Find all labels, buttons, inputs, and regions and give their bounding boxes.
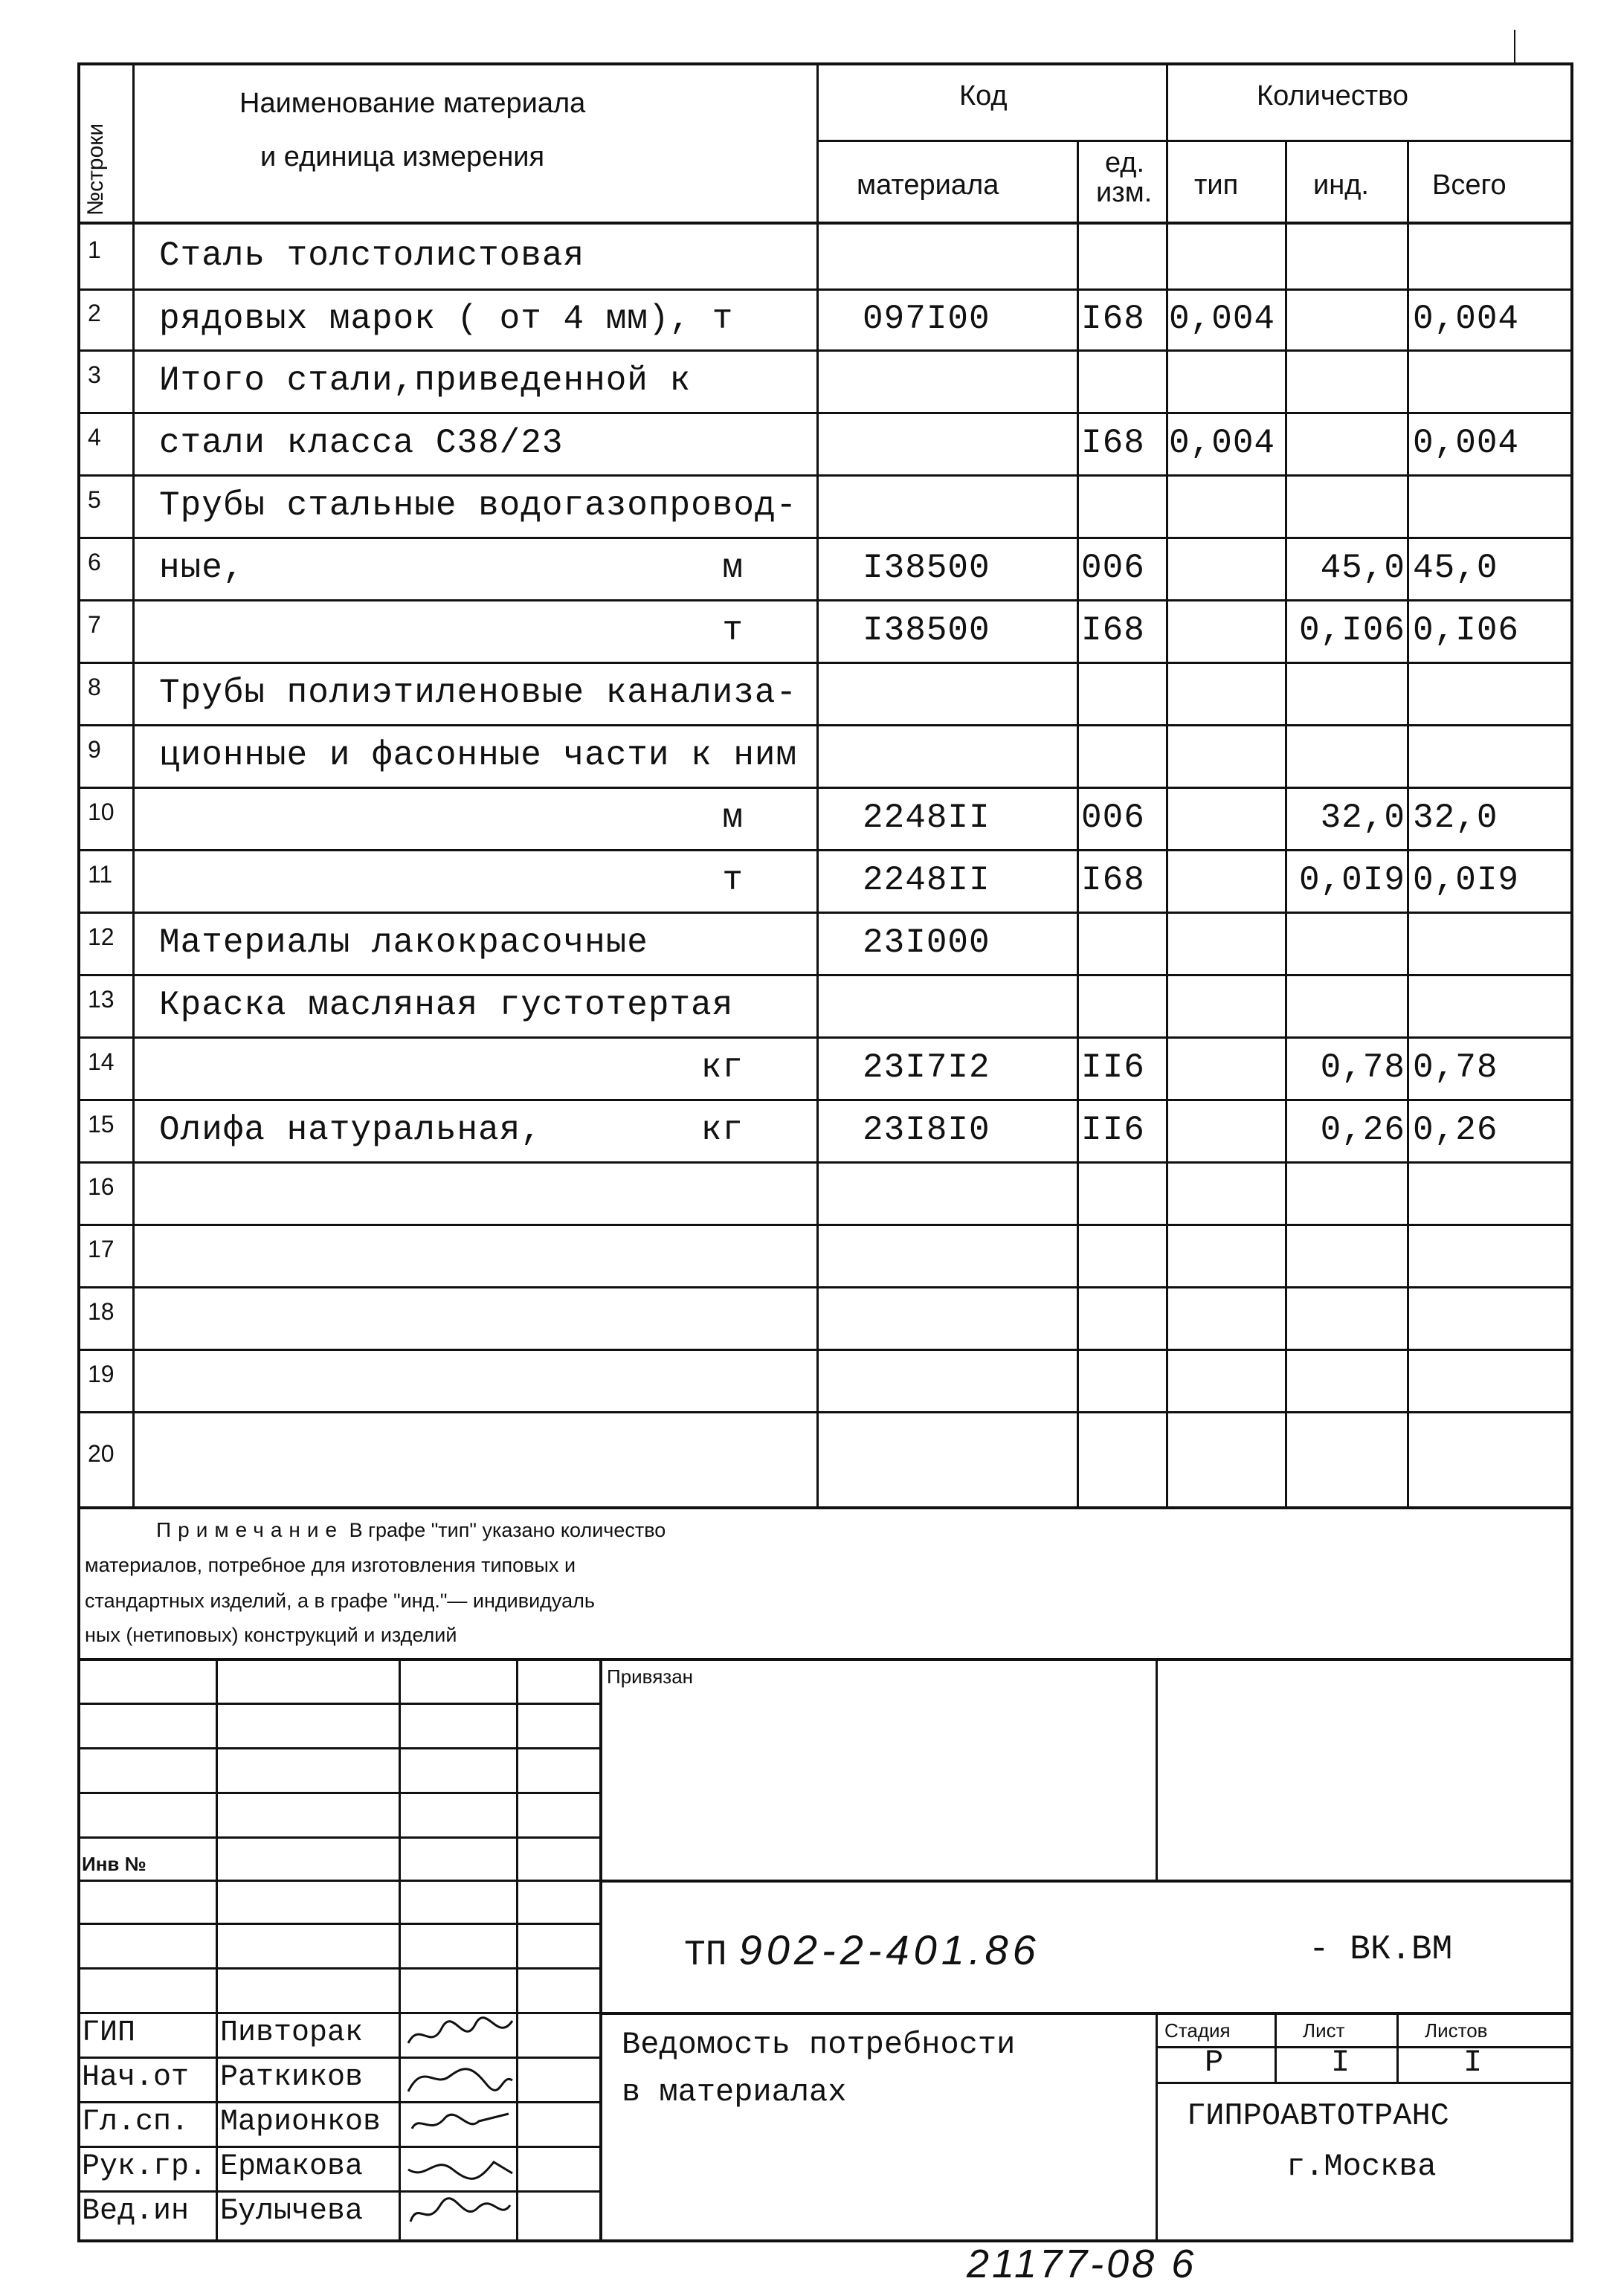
table-row [0, 1099, 1624, 1161]
material-code: I38500 [863, 611, 990, 650]
inventory-number-label: Инв № [82, 1853, 146, 1875]
row-number: 4 [88, 424, 101, 451]
unit-code: 006 [1081, 799, 1145, 837]
qty-total: 45,0 [1413, 549, 1498, 587]
ind-header: инд. [1313, 170, 1369, 201]
table-row [0, 912, 1624, 974]
material-code-header: материала [857, 170, 999, 201]
person-name: Раткиков [220, 2061, 364, 2094]
qty-total: 0,004 [1413, 424, 1520, 462]
row-number: 7 [88, 611, 101, 638]
unit-of-measure: кг [700, 1111, 744, 1149]
row-number: 13 [88, 986, 115, 1013]
table-row [0, 787, 1624, 849]
qty-total: 0,26 [1413, 1111, 1498, 1149]
qty-individual: 0,I06 [1298, 611, 1405, 650]
typ-header: тип [1194, 170, 1239, 201]
table-row [0, 1036, 1624, 1099]
row-number: 11 [88, 861, 113, 888]
row-number: 10 [88, 799, 115, 825]
material-name: Краска масляная густотертая [159, 986, 734, 1025]
note-line1 [156, 1518, 666, 1542]
signature-icon [405, 2103, 516, 2144]
table-row [0, 223, 1624, 288]
person-role: Гл.сп. [82, 2106, 190, 2139]
qty-typical: 0,004 [1169, 424, 1276, 462]
unit-code: I68 [1081, 300, 1145, 338]
qty-individual: 0,0I9 [1298, 861, 1405, 900]
table-row [0, 724, 1624, 787]
table-row [0, 599, 1624, 662]
unit-of-measure: кг [700, 1048, 744, 1087]
table-row [0, 1224, 1624, 1286]
signature-icon [405, 2058, 516, 2100]
table-row [0, 1411, 1624, 1508]
quantity-header: Количество [1257, 80, 1409, 112]
table-row [0, 412, 1624, 474]
table-row [0, 474, 1624, 537]
unit-of-measure: т [722, 611, 744, 650]
organization-city: г.Москва [1286, 2149, 1437, 2184]
total-header: Всего [1432, 170, 1507, 201]
row-number-header: №строки [83, 123, 108, 216]
person-name: Пивторак [220, 2016, 364, 2050]
table-row [0, 537, 1624, 599]
material-name: стали класса С38/23 [159, 424, 564, 462]
unit-code: II6 [1081, 1111, 1145, 1149]
material-code: 2248II [863, 799, 990, 837]
material-name: рядовых марок ( от 4 мм), т [159, 300, 734, 338]
person-role: Вед.ин [82, 2195, 190, 2228]
footer-archive-number: 21177-08 6 [967, 2242, 1197, 2286]
row-number: 6 [88, 549, 101, 575]
sheets-count-label: Листов [1425, 2019, 1488, 2042]
qty-total: 0,I06 [1413, 611, 1520, 650]
unit-header-line1: ед. [1105, 147, 1145, 178]
name-header-line2: и единица измерения [260, 141, 545, 172]
document-title-line2: в материалах [622, 2074, 847, 2110]
signature-icon [405, 2013, 516, 2055]
row-number: 5 [88, 486, 101, 513]
row-number: 19 [88, 1361, 115, 1387]
row-number: 14 [88, 1048, 115, 1075]
table-row [0, 1349, 1624, 1411]
row-number: 17 [88, 1236, 115, 1262]
unit-code: I68 [1081, 861, 1145, 900]
row-number: 20 [88, 1440, 115, 1467]
unit-of-measure: т [722, 861, 744, 900]
signature-icon [405, 2192, 516, 2233]
qty-individual: 45,0 [1320, 549, 1405, 587]
row-number: 12 [88, 923, 115, 950]
material-name: Итого стали,приведенной к [159, 361, 692, 400]
note-line4: ных (нетиповых) конструкций и изделий [85, 1624, 457, 1646]
row-number: 15 [88, 1111, 115, 1138]
qty-individual: 0,26 [1320, 1111, 1405, 1149]
person-role: Нач.от [82, 2061, 190, 2094]
table-row [0, 349, 1624, 412]
row-number: 8 [88, 674, 101, 700]
unit-code: II6 [1081, 1048, 1145, 1087]
note-line2: материалов, потребное для изготовления типовых и [85, 1554, 576, 1576]
qty-total: 0,0I9 [1413, 861, 1520, 900]
unit-of-measure: м [722, 799, 744, 837]
sheets-count-value: I [1463, 2045, 1483, 2080]
person-role: ГИП [82, 2016, 136, 2050]
stage-value: Р [1205, 2045, 1224, 2080]
unit-code: I68 [1081, 424, 1145, 462]
table-row [0, 849, 1624, 912]
privyazan-label: Привязан [607, 1665, 694, 1688]
document-title-line1: Ведомость потребности [622, 2027, 1016, 2062]
material-name: Олифа натуральная, [159, 1111, 542, 1149]
row-number: 3 [88, 361, 101, 388]
unit-header-line2: изм. [1096, 177, 1153, 208]
material-code: 23I7I2 [863, 1048, 990, 1087]
document-prefix: ТП [684, 1935, 727, 1975]
person-name: Булычева [220, 2195, 364, 2228]
material-code: 097I00 [863, 300, 990, 338]
document-code [684, 1926, 1040, 1975]
note-line3: стандартных изделий, а в графе "инд."— индивидуаль [85, 1590, 595, 1612]
material-name: Трубы полиэтиленовые канализа- [159, 674, 798, 712]
material-code: I38500 [863, 549, 990, 587]
material-code: 2248II [863, 861, 990, 900]
qty-total: 0,004 [1413, 300, 1520, 338]
qty-individual: 0,78 [1320, 1048, 1405, 1087]
qty-individual: 32,0 [1320, 799, 1405, 837]
row-number: 16 [88, 1173, 115, 1200]
organization-name: ГИПРОАВТОТРАНС [1187, 2098, 1449, 2134]
material-name: ные, [159, 549, 245, 587]
material-name: ционные и фасонные части к ним [159, 736, 798, 775]
qty-total: 0,78 [1413, 1048, 1498, 1087]
sheet-label: Лист [1303, 2019, 1345, 2042]
material-code: 23I000 [863, 923, 990, 962]
row-number: 9 [88, 736, 101, 763]
material-name: Трубы стальные водогазопровод- [159, 486, 798, 525]
row-number: 1 [88, 236, 101, 263]
note-text: В графе "тип" указано количество [349, 1519, 666, 1541]
person-name: Ермакова [220, 2150, 364, 2184]
document-number: 902-2-401.86 [738, 1926, 1040, 1973]
person-name: Марионков [220, 2106, 381, 2139]
stage-label: Стадия [1164, 2019, 1231, 2042]
material-name: Материалы лакокрасочные [159, 923, 648, 962]
unit-code: 006 [1081, 549, 1145, 587]
person-role: Рук.гр. [82, 2150, 207, 2184]
unit-of-measure: м [722, 549, 744, 587]
table-row [0, 974, 1624, 1036]
table-row [0, 288, 1624, 349]
table-row [0, 662, 1624, 724]
material-code: 23I8I0 [863, 1111, 990, 1149]
name-header-line1: Наименование материала [239, 88, 586, 119]
sheet-value: I [1331, 2045, 1350, 2080]
row-number: 18 [88, 1298, 115, 1325]
qty-total: 32,0 [1413, 799, 1498, 837]
row-number: 2 [88, 300, 101, 326]
material-name: Сталь толстолистовая [159, 236, 585, 275]
document-suffix: - ВК.ВМ [1309, 1930, 1453, 1969]
code-header: Код [959, 80, 1008, 112]
signature-icon [405, 2147, 516, 2189]
unit-code: I68 [1081, 611, 1145, 650]
note-label: Примечание [156, 1518, 344, 1541]
table-row [0, 1161, 1624, 1224]
qty-typical: 0,004 [1169, 300, 1276, 338]
corner-tick [1514, 30, 1515, 62]
table-row [0, 1286, 1624, 1349]
